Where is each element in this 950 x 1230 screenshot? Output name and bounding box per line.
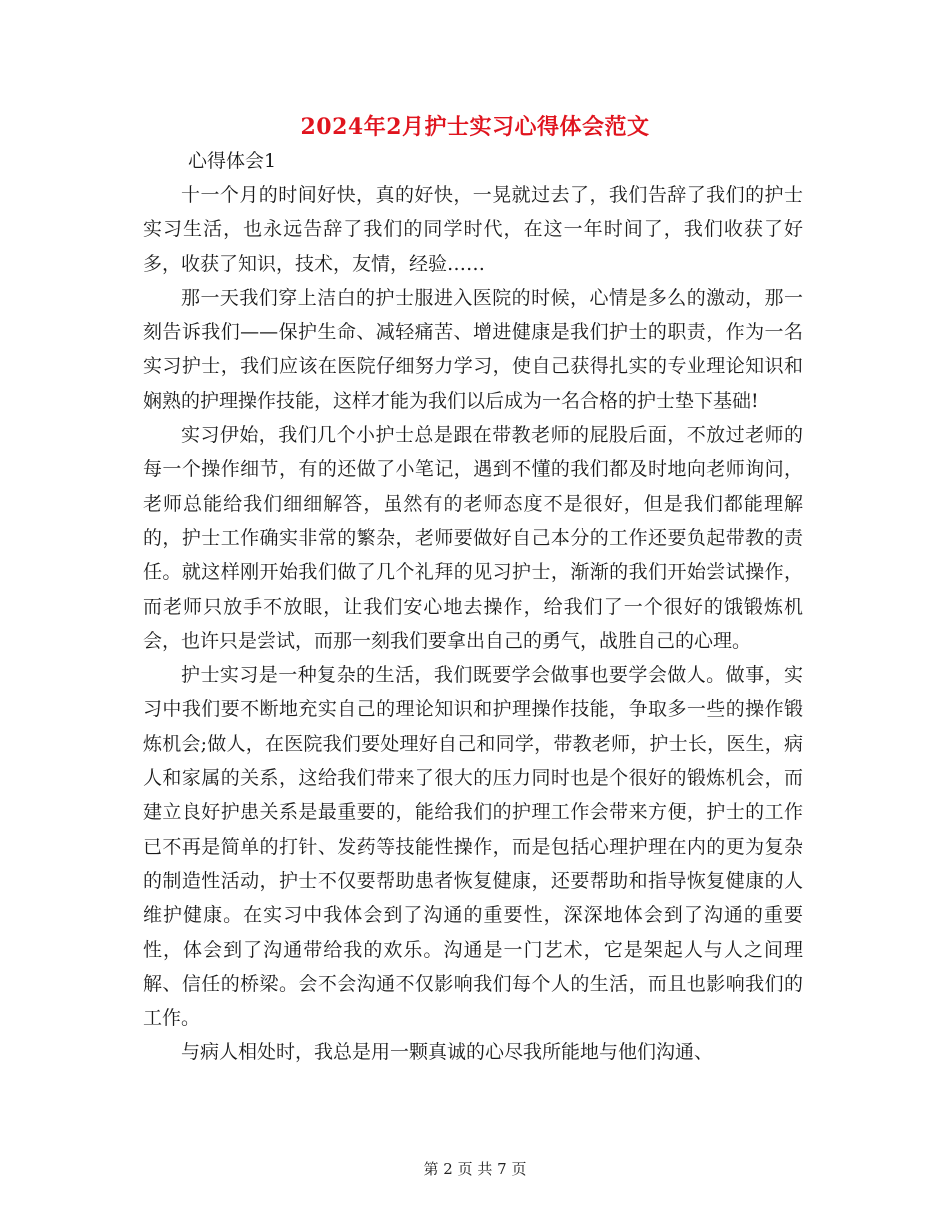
paragraph: 实习伊始，我们几个小护士总是跟在带教老师的屁股后面，不放过老师的每一个操作细节，有的还做了小笔记，遇到不懂的我们都及时地向老师询问，老师总能给我们细细解答，虽然有的老师态度不是很好，但是我们都能理解的，护士工作确实非常的繁杂，老师要做好自己本分的工作还要负起带教的责任。就这样刚开始我们做了几个礼拜的见习护士，渐渐的我们开始尝试操作，而老师只放手不放眼，让我们安心地去操作，给我们了一个很好的饿锻炼机会，也许只是尝试，而那一刻我们要拿出自己的勇气，战胜自己的心理。 — [143, 424, 803, 652]
paragraph: 护士实习是一种复杂的生活，我们既要学会做事也要学会做人。做事，实习中我们要不断地充实自己的理论知识和护理操作技能，争取多一些的操作锻炼机会;做人，在医院我们要处理好自己和同学，带教老师，护士长，医生，病人和家属的关系，这给我们带来了很大的压力同时也是个很好的锻炼机会，而建立良好护患关系是最重要的，能给我们的护理工作会带来方便，护士的工作已不再是简单的打针、发药等技能性操作，而是包括心理护理在内的更为复杂的制造性活动，护士不仅要帮助患者恢复健康，还要帮助和指导恢复健康的人维护健康。在实习中我体会到了沟通的重要性，深深地体会到了沟通的重要性，体会到了沟通带给我的欢乐。沟通是一门艺术，它是架起人与人之间理解、信任的桥梁。会不会沟通不仅影响我们每个人的生活，而且也影响我们的工作。 — [143, 664, 803, 1030]
page-footer: 第 2 页 共 7 页 — [423, 1160, 527, 1178]
paragraph: 与病人相处时，我总是用一颗真诚的心尽我所能地与他们沟通、 — [181, 1041, 714, 1064]
section-heading: 心得体会1 — [188, 150, 277, 172]
paragraph: 那一天我们穿上洁白的护士服进入医院的时候，心情是多么的激动，那一刻告诉我们——保护生命、减轻痛苦、增进健康是我们护士的职责，作为一名实习护士，我们应该在医院仔细努力学习，使自己获得扎实的专业理论知识和娴熟的护理操作技能，这样才能为我们以后成为一名合格的护士垫下基础! — [143, 286, 803, 412]
paragraph: 十一个月的时间好快，真的好快，一晃就过去了，我们告辞了我们的护士实习生活，也永远告辞了我们的同学时代，在这一年时间了，我们收获了好多，收获了知识，技术，友情，经验…… — [143, 184, 803, 275]
document-body — [143, 178, 803, 1070]
document-title: 2024年2月护士实习心得体会范文 — [300, 114, 650, 140]
